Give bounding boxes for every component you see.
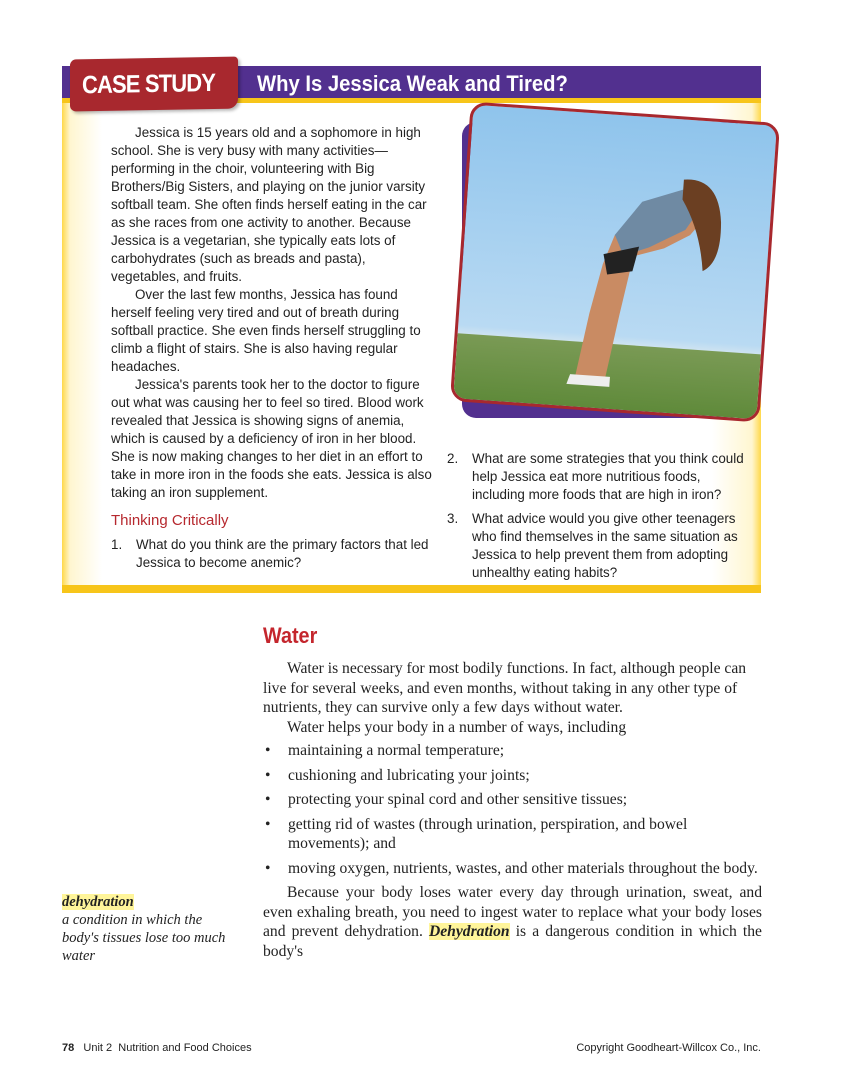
footer-left (62, 1042, 252, 1054)
case-study-text (111, 124, 433, 578)
list-item-text: moving oxygen, nutrients, wastes, and other materials throughout the body. (288, 859, 758, 877)
glossary-term: dehydration (62, 894, 134, 910)
paragraph (263, 883, 762, 961)
questions-right (447, 450, 747, 588)
question-number: 1. (111, 537, 123, 552)
list-item: • maintaining a normal temperature; (265, 742, 505, 759)
question-number: 2. (447, 451, 459, 466)
paragraph: Water helps your body in a number of ways, including (287, 718, 627, 736)
case-study-badge-label: CASE STUDY (82, 68, 216, 100)
case-study-title: Why Is Jessica Weak and Tired? (257, 71, 568, 96)
list-item: • getting rid of wastes (through urination, perspiration, and bowel movements); and (263, 815, 762, 854)
unit-label: Unit 2 Nutrition and Food Choices (83, 1042, 252, 1054)
copyright: Copyright Goodheart-Willcox Co., Inc. (576, 1042, 761, 1054)
page-number: 78 (62, 1042, 75, 1054)
question-text: What advice would you give other teenagers who find themselves in the same situation as Jessica to help prevent them from adopting unhealthy eating habits? (472, 511, 738, 580)
question (447, 510, 747, 582)
list-item-text: maintaining a normal temperature; (288, 742, 505, 759)
list-item: • moving oxygen, nutrients, wastes, and other materials throughout the body. (265, 859, 758, 877)
list-item: • cushioning and lubricating your joints; (265, 766, 530, 784)
list-item-text: protecting your spinal cord and other sensitive tissues; (288, 791, 628, 808)
thinking-critically-heading: Thinking Critically (111, 512, 229, 529)
key-term: Dehydration (429, 923, 510, 940)
section-heading: Water (263, 623, 318, 648)
paragraph: Over the last few months, Jessica has found herself feeling very tired and out of breath during softball practice. She even finds herself struggling to climb a flight of stairs. She is also having regular headaches. (111, 287, 421, 374)
question (111, 536, 433, 572)
text: is a dangerous condition in which the body's (263, 923, 762, 960)
question-text: What are some strategies that you think could help Jessica eat more nutritious foods, including more foods that are high in iron? (472, 451, 744, 502)
bullet-list (263, 741, 762, 878)
water-section (263, 623, 762, 961)
glossary-sidebar (62, 893, 232, 965)
list-item: • protecting your spinal cord and other sensitive tissues; (265, 791, 628, 808)
text: Because your body loses water every day through urination, sweat, and even exhaling breath, you need to ingest water to replace what your body loses and prevent dehydration. (263, 884, 762, 940)
glossary-definition: a condition in which the body's tissues lose too much water (62, 912, 226, 964)
question-number: 3. (447, 511, 459, 526)
list-item-text: cushioning and lubricating your joints; (288, 766, 530, 784)
paragraph: Water is necessary for most bodily functions. In fact, although people can live for several weeks, and even months, without taking in any other type of nutrients, they can survive only a few days without water. (263, 660, 747, 716)
question (447, 450, 747, 504)
runner-figure (453, 105, 780, 423)
question-text: What do you think are the primary factors that led Jessica to become anemic? (136, 537, 429, 570)
paragraph: Jessica is 15 years old and a sophomore in high school. She is very busy with many activities—performing in the choir, volunteering with Big Brothers/Big Sisters, and playing on the junior varsity softball team. She often finds herself eating in the car as she races from one activity to another. Because Jessica is a vegetarian, she typically eats lots of carbohydrates (such as breads and pasta), vegetables, and fruits. (111, 125, 427, 284)
case-study-badge (70, 57, 238, 112)
photo-tired-runner (450, 102, 780, 423)
paragraph: Jessica's parents took her to the doctor to figure out what was causing her to feel so tired. Blood work revealed that Jessica is showing signs of anemia, which is caused by a deficiency of iron in her blood. She is now making changes to her diet in an effort to take in more iron in the foods she eats. Jessica is also taking an iron supplement. (111, 377, 432, 500)
list-item-text: getting rid of wastes (through urination, perspiration, and bowel movements); and (288, 815, 688, 852)
